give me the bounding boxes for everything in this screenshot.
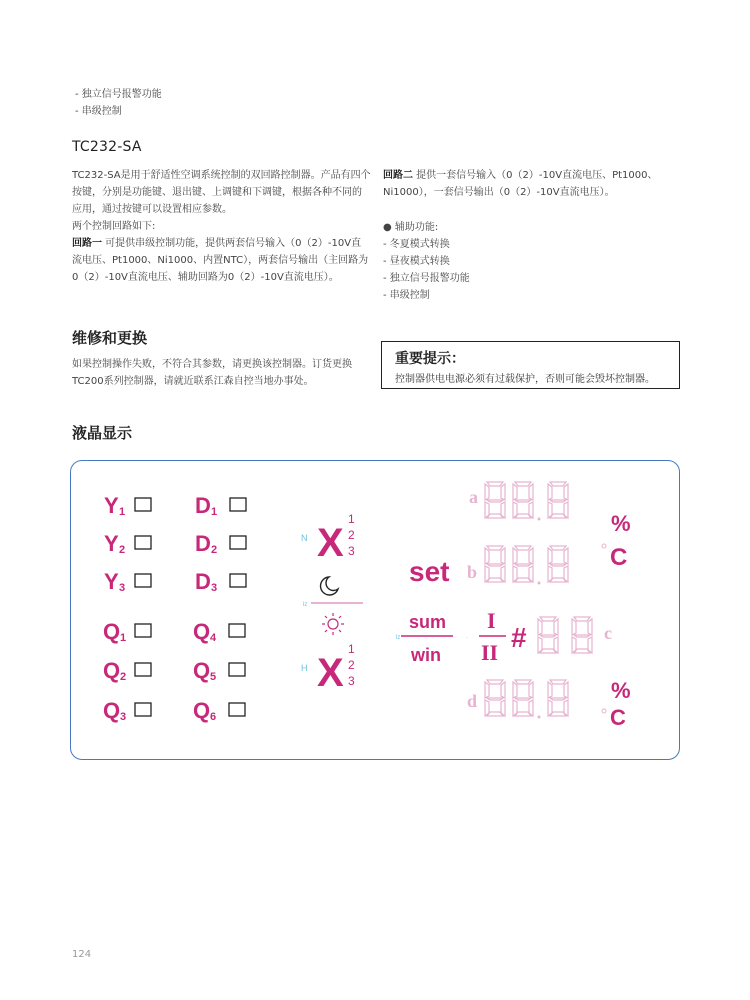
- x-sub: 1: [348, 642, 355, 656]
- degree-icon: [602, 544, 606, 548]
- loop1-label: 回路一: [72, 238, 102, 249]
- svg-text:3: 3: [120, 711, 127, 723]
- y3-label: [104, 569, 125, 594]
- svg-text:2: 2: [211, 544, 218, 556]
- digit-b1: [485, 546, 505, 582]
- svg-text:3: 3: [119, 582, 126, 594]
- svg-text:·: ·: [466, 635, 468, 641]
- svg-text:D: D: [195, 569, 211, 594]
- maintenance-text: [72, 356, 352, 390]
- digit-a2: [513, 482, 533, 518]
- q4-square-icon: [229, 624, 245, 637]
- loop1-text: 可提供串级控制功能，提供两套信号输入（0（2）-10V直: [102, 238, 362, 249]
- svg-text:Y: Y: [104, 569, 119, 594]
- lcd-heading: 液晶显示: [72, 424, 133, 442]
- digit-b2: [513, 546, 533, 582]
- lcd-display: [71, 461, 678, 758]
- page-number: 124: [72, 949, 92, 960]
- percent-bottom: %: [611, 678, 631, 703]
- q4-label: [193, 619, 217, 644]
- notice-title: 重要提示：: [395, 351, 465, 367]
- sum-label: sum: [409, 612, 447, 632]
- svg-text:1: 1: [120, 632, 127, 644]
- intro-line: 按键，分别是功能键、退出键、上调键和下调键，根据各种不同的: [72, 187, 362, 198]
- svg-text:1: 1: [211, 506, 218, 518]
- svg-text:D: D: [195, 531, 211, 556]
- svg-text:6: 6: [210, 711, 217, 723]
- svg-text:Q: Q: [103, 698, 121, 723]
- model-heading: TC232-SA: [72, 139, 142, 155]
- svg-text:Q: Q: [193, 619, 211, 644]
- seven-seg-digits: [485, 482, 592, 716]
- row-letter-c: c: [604, 623, 612, 643]
- loop2-line: 提供一套信号输入（0（2）-10V直流电压、Pt1000、: [413, 170, 658, 181]
- row-letter-a: a: [469, 487, 478, 507]
- aux-item: - 昼夜模式转换: [383, 256, 450, 267]
- digit-c1: [538, 617, 558, 653]
- y1-square-icon: [135, 498, 151, 511]
- loop2-label: 回路二: [383, 170, 413, 181]
- aux-item: - 独立信号报警功能: [383, 273, 470, 284]
- svg-text:Y: Y: [104, 531, 119, 556]
- h-label: H: [301, 663, 308, 673]
- d1-label: [195, 493, 217, 518]
- svg-text:4: 4: [210, 632, 217, 644]
- loop1-line: 流电压、Pt1000、Ni1000、内置NTC），两套信号输出（主回路为: [72, 255, 369, 266]
- intro-line: TC232-SA是用于舒适性空调系统控制的双回路控制器。产品有四个: [72, 170, 371, 181]
- y2-square-icon: [135, 536, 151, 549]
- roman-one: I: [487, 608, 496, 633]
- d3-label: [195, 569, 217, 594]
- intro-line: 应用，通过按键可以设置相应参数。: [72, 204, 232, 215]
- q1-label: [103, 619, 126, 644]
- aux-item: - 串级控制: [383, 290, 430, 301]
- x-sub: 1: [348, 512, 355, 526]
- roman-two: II: [481, 640, 499, 665]
- intro-text: [72, 167, 372, 286]
- top-list-item: - 独立信号报警功能: [75, 89, 162, 100]
- row-letter-d: d: [467, 691, 478, 711]
- digit-a3: [548, 482, 568, 518]
- svg-text:lz: lz: [396, 635, 401, 641]
- digit-d3: [548, 680, 568, 716]
- svg-text:Q: Q: [103, 619, 121, 644]
- degree-icon: [602, 709, 606, 713]
- maintenance-line: 如果控制操作失败，不符合其参数，请更换该控制器。订货更换: [72, 359, 352, 370]
- n-label: N: [301, 533, 308, 543]
- aux-functions: [383, 219, 470, 304]
- lcd-frame: [70, 460, 680, 760]
- d1-square-icon: [230, 498, 246, 511]
- intro-line: 两个控制回路如下:: [72, 221, 156, 232]
- svg-text:5: 5: [210, 671, 217, 683]
- notice-text: 控制器供电电源必须有过载保护，否则可能会毁坏控制器。: [395, 374, 655, 385]
- d2-square-icon: [230, 536, 246, 549]
- q3-label: [103, 698, 126, 723]
- svg-text:Q: Q: [103, 658, 121, 683]
- digit-c2: [572, 617, 592, 653]
- q3-square-icon: [135, 703, 151, 716]
- percent-top: %: [611, 511, 631, 536]
- loop1-line: 0（2）-10V直流电压、辅助回路为0（2）-10V直流电压）。: [72, 272, 339, 283]
- loop1-line: [72, 235, 372, 252]
- q5-label: [193, 658, 216, 683]
- x-sub: 3: [348, 674, 355, 688]
- digit-d2: [513, 680, 533, 716]
- svg-text:D: D: [195, 493, 211, 518]
- top-list-item: - 串级控制: [75, 106, 122, 117]
- x-sub: 2: [348, 658, 355, 672]
- x-symbol-top: X: [317, 521, 344, 565]
- sun-icon: [322, 613, 344, 635]
- q1-square-icon: [135, 624, 151, 637]
- digit-a1: [485, 482, 505, 518]
- digit-b3: [548, 546, 568, 582]
- set-label: set: [409, 556, 450, 587]
- maintenance-line: TC200系列控制器，请就近联系江森自控当地办事处。: [72, 376, 314, 387]
- y3-square-icon: [135, 574, 151, 587]
- aux-item: - 冬夏模式转换: [383, 239, 450, 250]
- q2-label: [103, 658, 126, 683]
- d3-square-icon: [230, 574, 246, 587]
- notice-box: [381, 341, 680, 389]
- q6-square-icon: [229, 703, 245, 716]
- hash-symbol: #: [511, 622, 527, 653]
- win-label: win: [411, 645, 441, 665]
- svg-text:3: 3: [211, 582, 218, 594]
- x-sub: 2: [348, 528, 355, 542]
- d2-label: [195, 531, 217, 556]
- label-sub: 1: [119, 506, 126, 518]
- svg-text:2: 2: [120, 671, 127, 683]
- aux-title: ● 辅助功能:: [383, 222, 439, 233]
- celsius-top: C: [610, 544, 628, 571]
- y2-label: [104, 531, 125, 556]
- celsius-bottom: C: [610, 705, 626, 730]
- svg-text:Q: Q: [193, 658, 211, 683]
- top-list: [75, 86, 162, 120]
- svg-text:2: 2: [119, 544, 126, 556]
- label-letter: Y: [104, 493, 119, 518]
- y1-label: [104, 493, 125, 518]
- loop2-text: [383, 167, 683, 201]
- maintenance-heading: 维修和更换: [72, 329, 148, 347]
- q2-square-icon: [135, 663, 151, 676]
- svg-text:Q: Q: [193, 698, 211, 723]
- svg-text:lz: lz: [303, 602, 308, 608]
- moon-icon: [321, 577, 338, 595]
- row-letter-b: b: [467, 562, 478, 582]
- status-squares: [135, 498, 246, 716]
- x-sub: 3: [348, 544, 355, 558]
- q5-square-icon: [229, 663, 245, 676]
- loop2-line: Ni1000），一套信号输出（0（2）-10V直流电压）。: [383, 187, 615, 198]
- digit-d1: [485, 680, 505, 716]
- x-symbol-bottom: X: [317, 651, 344, 695]
- q6-label: [193, 698, 216, 723]
